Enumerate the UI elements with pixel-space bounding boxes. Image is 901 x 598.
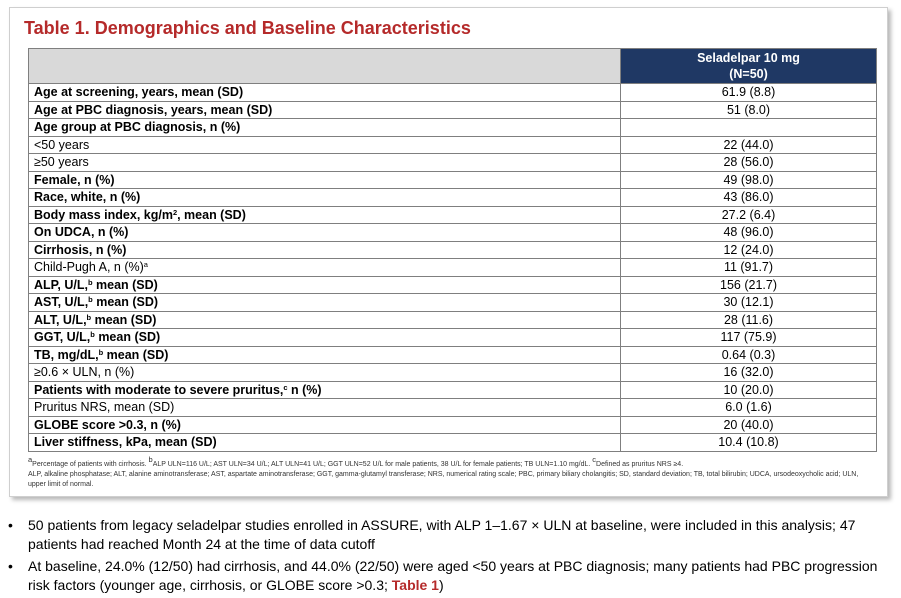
table-row <box>29 329 877 347</box>
table-card <box>9 7 888 497</box>
row-label-after: , mean (SD) <box>177 207 246 222</box>
row-label <box>29 276 621 294</box>
table-row <box>29 136 877 154</box>
row-label-after: mean (SD) <box>103 347 169 362</box>
row-label: Race, white, n (%) <box>29 189 621 207</box>
row-label: Age group at PBC diagnosis, n (%) <box>29 119 621 137</box>
row-value: 61.9 (8.8) <box>621 84 877 102</box>
footnote-abbreviations: ALP, alkaline phosphatase; ALT, alanine aminotransferase; AST, aspartate aminotransferase; GGT, gamma-glutamyl transferase; NRS, numerical rating scale; PBC, primary biliary cholangitis; SD, standard deviation; TB, total bilirubin; UDCA, ursodeoxycholic acid; ULN, upper limit of normal. <box>28 471 859 488</box>
row-value: 27.2 (6.4) <box>621 206 877 224</box>
row-label-after: mean (SD) <box>92 295 159 310</box>
row-value: 0.64 (0.3) <box>621 346 877 364</box>
column-header-line2: (N=50) <box>729 67 768 81</box>
footnote-sup-a: a <box>28 455 33 464</box>
row-label-sup: 2 <box>172 207 178 217</box>
footnote-sup-c: c <box>592 455 597 464</box>
row-label: Age at screening, years, mean (SD) <box>29 84 621 102</box>
table-row <box>29 399 877 417</box>
row-label-sup: b <box>98 347 104 357</box>
table-row <box>29 119 877 137</box>
row-label-text: TB, mg/dL, <box>34 347 99 362</box>
table-row <box>29 171 877 189</box>
row-label <box>29 381 621 399</box>
row-value: 11 (91.7) <box>621 259 877 277</box>
row-label-text: ALP, U/L, <box>34 277 88 292</box>
row-value: 28 (11.6) <box>621 311 877 329</box>
table-row <box>29 101 877 119</box>
row-value: 117 (75.9) <box>621 329 877 347</box>
row-value: 10 (20.0) <box>621 381 877 399</box>
footnote-definitions <box>28 455 878 470</box>
row-label: ≥0.6 × ULN, n (%) <box>29 364 621 382</box>
row-label <box>29 206 621 224</box>
row-value: 43 (86.0) <box>621 189 877 207</box>
row-label: Liver stiffness, kPa, mean (SD) <box>29 434 621 452</box>
row-label-sup: b <box>87 277 93 287</box>
table-row <box>29 381 877 399</box>
row-value: 22 (44.0) <box>621 136 877 154</box>
footnote-sup-b: b <box>148 455 153 464</box>
bullet-item <box>8 516 888 554</box>
table-row <box>29 346 877 364</box>
bullet-text-main: At baseline, 24.0% (12/50) had cirrhosis, and 44.0% (22/50) were aged <50 years at PBC diagnosis; many patients had PBC progression risk factors (younger age, cirrhosis, or GLOBE score >0.3; <box>28 558 878 593</box>
row-value: 10.4 (10.8) <box>621 434 877 452</box>
row-value: 156 (21.7) <box>621 276 877 294</box>
demographics-table <box>28 48 877 452</box>
row-value: 48 (96.0) <box>621 224 877 242</box>
table-footnote <box>28 455 878 490</box>
bullet-text <box>28 557 888 595</box>
table-row <box>29 206 877 224</box>
table-row <box>29 259 877 277</box>
row-label <box>29 311 621 329</box>
bullet-marker: • <box>8 517 13 533</box>
table-row <box>29 241 877 259</box>
row-label-text: Patients with moderate to severe pruritus, <box>34 382 284 397</box>
table-title: Table 1. Demographics and Baseline Characteristics <box>24 18 471 38</box>
column-header <box>621 49 877 84</box>
row-value: 12 (24.0) <box>621 241 877 259</box>
row-label: GLOBE score >0.3, n (%) <box>29 416 621 434</box>
row-label: Age at PBC diagnosis, years, mean (SD) <box>29 101 621 119</box>
row-label: On UDCA, n (%) <box>29 224 621 242</box>
row-label <box>29 294 621 312</box>
row-label-sup: b <box>86 312 92 322</box>
summary-bullets <box>8 516 888 598</box>
row-label-after: mean (SD) <box>94 330 161 345</box>
bullet-marker: • <box>8 558 13 574</box>
row-label-text: ALT, U/L, <box>34 312 87 327</box>
table-row <box>29 189 877 207</box>
row-label-sup: b <box>90 330 95 340</box>
footnote-text-b: ALP ULN=116 U/L; AST ULN=34 U/L; ALT ULN=41 U/L; GGT ULN=52 U/L for male patients, 38 U/L for female patients; TB ULN=1.10 mg/dL. <box>152 461 593 468</box>
table-row <box>29 311 877 329</box>
row-label <box>29 346 621 364</box>
table-row <box>29 416 877 434</box>
table-row <box>29 434 877 452</box>
table-row <box>29 154 877 172</box>
row-label-text: AST, U/L, <box>34 295 89 310</box>
row-value: 20 (40.0) <box>621 416 877 434</box>
bullet-text-end: ) <box>438 577 444 593</box>
row-label <box>29 329 621 347</box>
row-label: Pruritus NRS, mean (SD) <box>29 399 621 417</box>
row-label-sup: a <box>143 260 148 270</box>
row-label-sup: b <box>88 295 93 305</box>
row-label-after: n (%) <box>287 382 322 397</box>
row-label: ≥50 years <box>29 154 621 172</box>
row-value: 49 (98.0) <box>621 171 877 189</box>
header-blank-cell <box>29 49 621 84</box>
bullet-text: 50 patients from legacy seladelpar studies enrolled in ASSURE, with ALP 1–1.67 × ULN at baseline, were included in this analysis; 47 patients had reached Month 24 at the time of data cutoff <box>28 517 856 552</box>
row-label-text: GGT, U/L, <box>34 330 91 345</box>
footnote-text-a: Percentage of patients with cirrhosis. <box>32 461 149 468</box>
table-row <box>29 84 877 102</box>
row-label-text: Child-Pugh A, n (%) <box>34 260 144 275</box>
row-label: Cirrhosis, n (%) <box>29 241 621 259</box>
bullet-item <box>8 557 888 595</box>
row-label <box>29 259 621 277</box>
row-value: 30 (12.1) <box>621 294 877 312</box>
footnote-text-c: Defined as pruritus NRS ≥4. <box>596 461 684 468</box>
column-header-line1: Seladelpar 10 mg <box>697 51 800 65</box>
row-label-text: Body mass index, kg/m <box>34 207 173 222</box>
row-label-after: mean (SD) <box>91 312 157 327</box>
row-value: 16 (32.0) <box>621 364 877 382</box>
row-label-after: mean (SD) <box>92 277 158 292</box>
table-reference-link: Table 1 <box>391 577 439 593</box>
table-header-row <box>29 49 877 84</box>
row-value: 6.0 (1.6) <box>621 399 877 417</box>
row-label-sup: c <box>283 382 288 392</box>
table-row <box>29 276 877 294</box>
row-label: Female, n (%) <box>29 171 621 189</box>
table-row <box>29 294 877 312</box>
row-value: 51 (8.0) <box>621 101 877 119</box>
table-row <box>29 364 877 382</box>
table-row <box>29 224 877 242</box>
row-label: <50 years <box>29 136 621 154</box>
row-value <box>621 119 877 137</box>
row-value: 28 (56.0) <box>621 154 877 172</box>
